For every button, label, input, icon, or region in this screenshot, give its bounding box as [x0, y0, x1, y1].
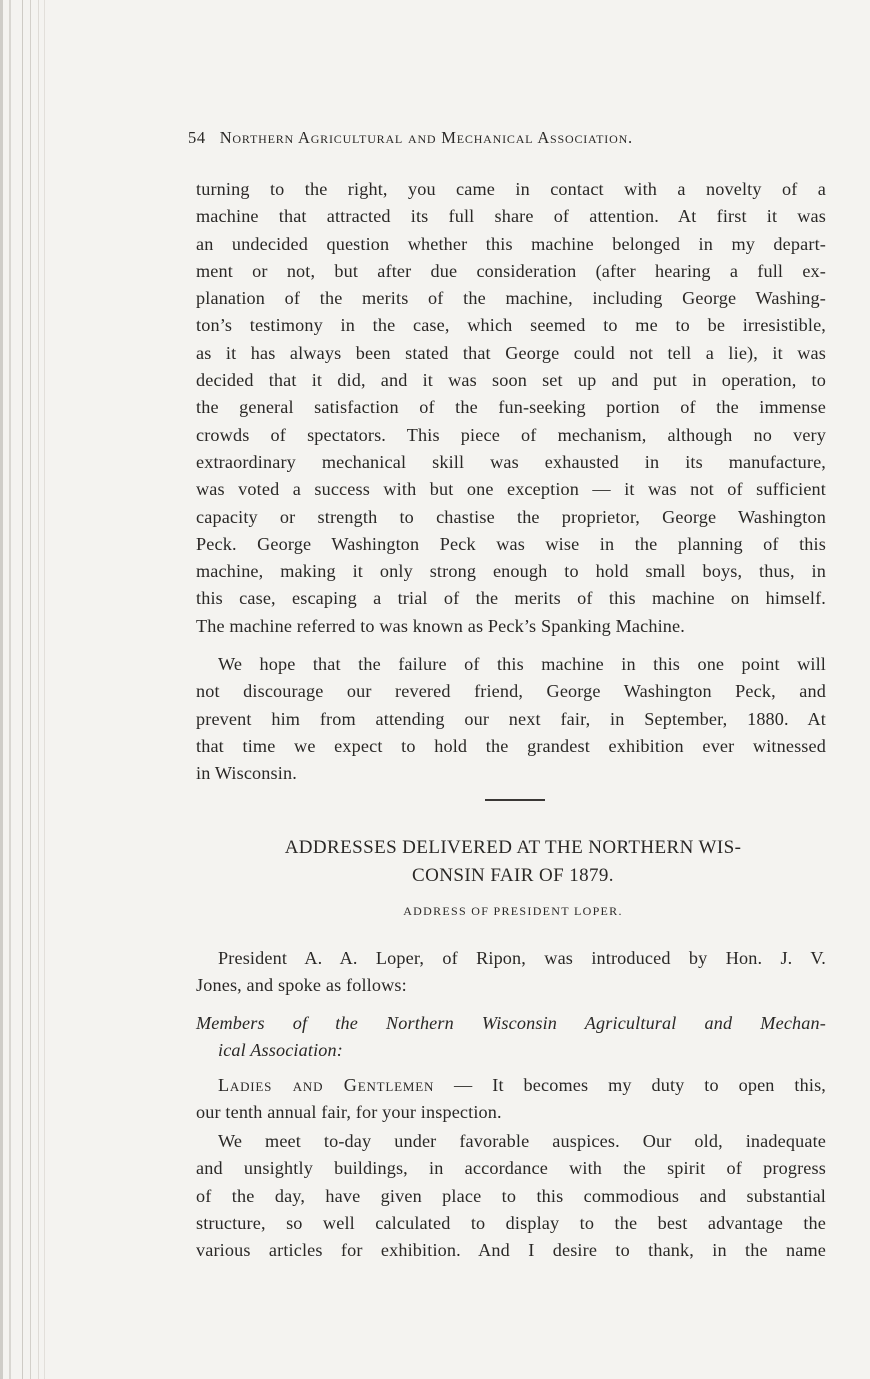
- text-line: Peck. George Washington Peck was wise in the planning of this: [196, 533, 826, 554]
- text-line: an undecided question whether this machine belonged in my depart-: [196, 233, 826, 254]
- section-title-line: ADDRESSES DELIVERED AT THE NORTHERN WIS-: [284, 837, 742, 858]
- text-line: The machine referred to was known as Peck’s Spanking Machine.: [196, 615, 685, 636]
- section-title: [200, 834, 826, 890]
- text-line: President A. A. Loper, of Ripon, was introduced by Hon. J. V.: [218, 948, 826, 968]
- text-line: planation of the merits of the machine, including George Washing-: [196, 288, 826, 309]
- section-separator: [485, 799, 545, 801]
- text-line: Members of the Northern Wisconsin Agricultural and Mechan-: [196, 1013, 826, 1033]
- text-line: the general satisfaction of the fun-seeking portion of the immense: [196, 397, 826, 418]
- text-line: structure, so well calculated to display to the best advantage the: [196, 1212, 826, 1233]
- binding-edge: [0, 0, 3, 1379]
- text-line: extraordinary mechanical skill was exhausted in its manufacture,: [196, 451, 826, 472]
- paragraph-continuation: [196, 176, 826, 640]
- binding-edge: [22, 0, 23, 1379]
- text-line: machine, making it only strong enough to hold small boys, thus, in: [196, 561, 826, 582]
- section-title-line: CONSIN FAIR OF 1879.: [412, 865, 614, 886]
- ladies-and-gentlemen: Ladies and Gentlemen: [218, 1075, 435, 1095]
- text-line: as it has always been stated that George could not tell a lie), it was: [196, 342, 826, 363]
- opening-paragraph: [196, 1072, 826, 1127]
- text-line: ment or not, but after due consideration (after hearing a full ex-: [196, 260, 826, 281]
- text-line: prevent him from attending our next fair, in September, 1880. At: [196, 708, 826, 729]
- text-line: was voted a success with but one exception — it was not of sufficient: [196, 479, 826, 500]
- text-line: We meet to-day under favorable auspices. Our old, inadequate: [218, 1131, 826, 1151]
- running-head-title: Northern Agricultural and Mechanical Association.: [219, 128, 633, 147]
- text-line: in Wisconsin.: [196, 763, 297, 784]
- text-line: [196, 1072, 826, 1099]
- text-line: various articles for exhibition. And I desire to thank, in the name: [196, 1240, 826, 1261]
- text-line: and unsightly buildings, in accordance with the spirit of progress: [196, 1158, 826, 1179]
- binding-edge: [44, 0, 45, 1379]
- text-line: crowds of spectators. This piece of mechanism, although no very: [196, 424, 826, 445]
- text-line: not discourage our revered friend, George Washington Peck, and: [196, 681, 826, 702]
- binding-edge: [30, 0, 31, 1379]
- page-number: 54: [188, 128, 206, 147]
- text-line: ton’s testimony in the case, which seemed to me to be irresistible,: [196, 315, 826, 336]
- text-line: We hope that the failure of this machine in this one point will: [218, 654, 826, 674]
- running-head: [188, 128, 788, 148]
- text-line: ical Association:: [218, 1040, 343, 1061]
- paragraph: [196, 651, 826, 787]
- binding-edge: [9, 0, 11, 1379]
- text-line: turning to the right, you came in contact with a novelty of a: [196, 179, 826, 199]
- text-line: this case, escaping a trial of the merits of this machine on himself.: [196, 588, 826, 609]
- salutation: [196, 1010, 826, 1065]
- text-line: Jones, and spoke as follows:: [196, 975, 407, 996]
- text-line: that time we expect to hold the grandest exhibition ever witnessed: [196, 735, 826, 756]
- binding-edge: [38, 0, 39, 1379]
- text-line: of the day, have given place to this commodious and substantial: [196, 1185, 826, 1206]
- text-line: machine that attracted its full share of attention. At first it was: [196, 206, 826, 227]
- intro-paragraph: [196, 945, 826, 1000]
- text-fragment: — It becomes my duty to open this,: [434, 1075, 826, 1095]
- address-subheading: ADDRESS OF PRESIDENT LOPER.: [403, 904, 623, 918]
- text-line: capacity or strength to chastise the proprietor, George Washington: [196, 506, 826, 527]
- paragraph: [196, 1128, 826, 1264]
- text-line: our tenth annual fair, for your inspection.: [196, 1102, 502, 1123]
- text-line: decided that it did, and it was soon set up and put in operation, to: [196, 370, 826, 391]
